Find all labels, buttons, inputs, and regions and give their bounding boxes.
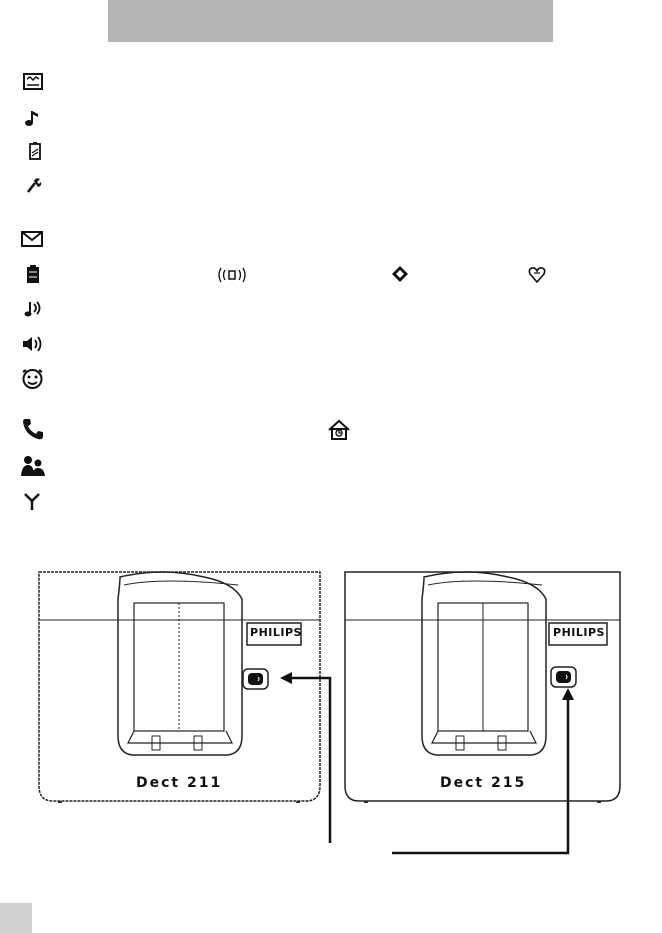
brand-label-right: PHILIPS — [553, 626, 605, 639]
antenna-icon — [22, 491, 42, 511]
music-note-icon — [23, 108, 43, 128]
base-unit-left — [38, 571, 321, 803]
wrench-icon — [23, 175, 43, 195]
model-label-right: Dect 215 — [440, 775, 527, 791]
phone-handset-icon — [21, 417, 45, 441]
alarm-face-icon — [21, 368, 44, 390]
page-corner-tab — [0, 903, 32, 933]
envelope-icon — [21, 229, 43, 249]
vibrate-diamond-icon — [390, 264, 410, 284]
model-label-left: Dect 211 — [136, 775, 223, 791]
speaker-icon — [21, 334, 45, 354]
header-bar — [108, 0, 553, 42]
ringer-sound-icon — [23, 299, 43, 319]
battery-small-icon — [25, 141, 45, 161]
menu-screen-icon — [23, 72, 43, 92]
battery-full-icon — [23, 264, 43, 284]
intercom-people-icon — [20, 454, 46, 478]
house-clock-icon — [327, 419, 351, 441]
heart-icon — [527, 265, 547, 285]
brand-label-left: PHILIPS — [250, 626, 302, 639]
base-unit-right — [344, 571, 621, 803]
signal-waves-icon — [217, 265, 247, 285]
